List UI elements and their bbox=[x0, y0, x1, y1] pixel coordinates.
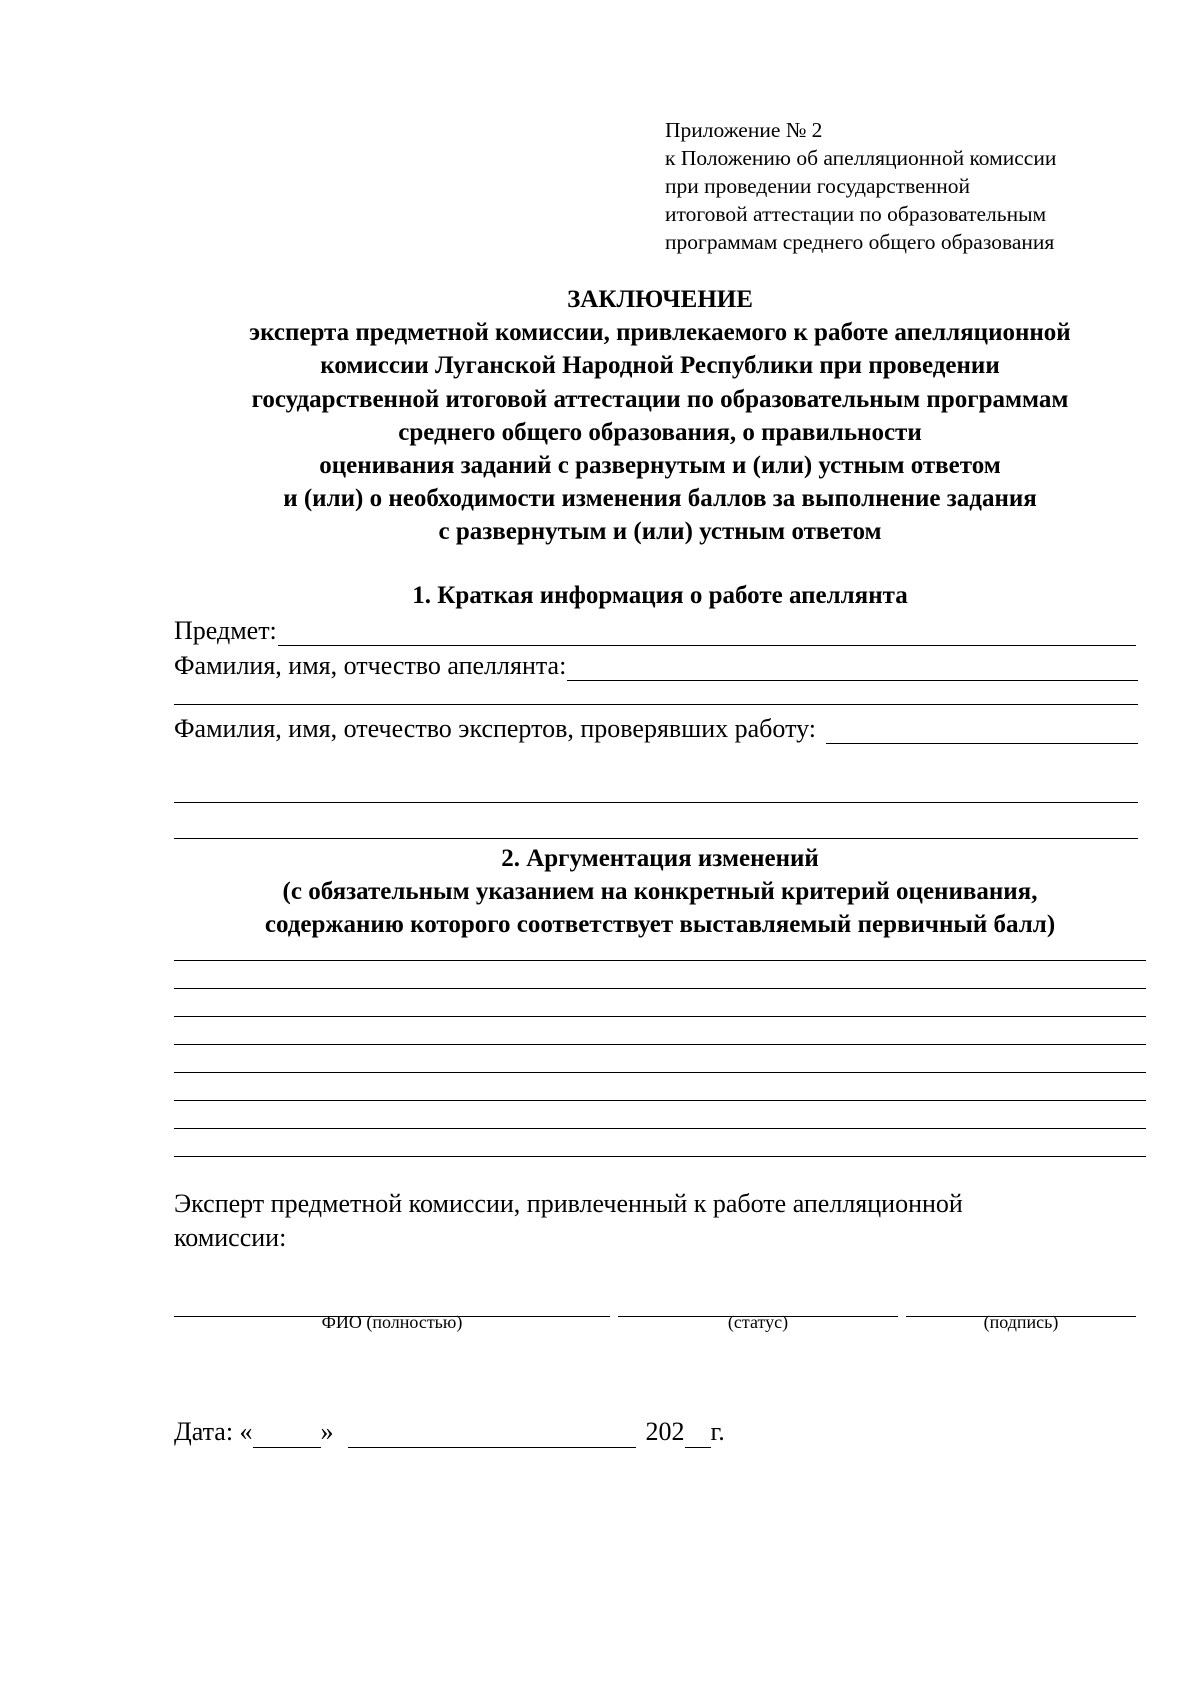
argument-line[interactable] bbox=[174, 1028, 1146, 1045]
appendix-line: к Положению об апелляционной комиссии bbox=[665, 146, 1057, 170]
title-line: среднего общего образования, о правильности bbox=[398, 418, 922, 446]
month-input-line[interactable] bbox=[348, 1423, 636, 1448]
title-line: и (или) о необходимости изменения баллов за выполнение задания bbox=[283, 485, 1037, 513]
year-suffix: г. bbox=[710, 1417, 725, 1446]
title-line: с развернутым и (или) устным ответом bbox=[438, 518, 882, 546]
argument-line[interactable] bbox=[174, 1112, 1146, 1129]
subject-field[interactable] bbox=[174, 616, 1136, 646]
year-input-line[interactable] bbox=[685, 1423, 711, 1448]
appellant-name-continuation-line[interactable] bbox=[174, 678, 1138, 705]
appellant-name-field[interactable] bbox=[174, 651, 1138, 681]
section2-heading bbox=[160, 842, 1160, 941]
appendix-line: программам среднего общего образования bbox=[665, 230, 1055, 254]
experts-name-label: Фамилия, имя, отечество экспертов, проверявших работу: bbox=[174, 714, 816, 743]
document-title bbox=[160, 283, 1160, 549]
title-line: эксперта предметной комиссии, привлекаемого к работе апелляционной bbox=[249, 319, 1071, 347]
appendix-line: итоговой аттестации по образовательным bbox=[665, 202, 1047, 226]
date-field bbox=[174, 1416, 725, 1448]
subject-label: Предмет: bbox=[174, 616, 277, 645]
appellant-name-label: Фамилия, имя, отчество апеллянта: bbox=[174, 651, 567, 680]
appendix-reference bbox=[665, 116, 1135, 256]
argument-line[interactable] bbox=[174, 1056, 1146, 1073]
status-caption: (статус) bbox=[727, 1312, 789, 1332]
appendix-line: Приложение № 2 bbox=[665, 118, 823, 142]
expert-statement: Эксперт предметной комиссии, привлеченный к работе апелляционной комиссии: bbox=[174, 1189, 963, 1252]
year-prefix: 202 bbox=[645, 1417, 685, 1446]
experts-name-input-line[interactable] bbox=[826, 719, 1138, 744]
argument-line[interactable] bbox=[174, 1084, 1146, 1101]
argument-line[interactable] bbox=[174, 1000, 1146, 1017]
sign-caption: (подпись) bbox=[983, 1312, 1059, 1332]
argument-line[interactable] bbox=[174, 972, 1146, 989]
section2-subtitle: (с обязательным указанием на конкретный критерий оценивания, bbox=[282, 878, 1038, 905]
appendix-line: при проведении государственной bbox=[665, 174, 971, 198]
argument-line[interactable] bbox=[174, 944, 1146, 961]
title-line: государственной итоговой аттестации по образовательным программам bbox=[251, 385, 1069, 413]
date-close-quote: » bbox=[320, 1417, 334, 1446]
date-label: Дата: « bbox=[174, 1417, 253, 1446]
title-line: комиссии Луганской Народной Республики при проведении bbox=[320, 352, 1000, 380]
section2-subtitle: содержанию которого соответствует выставляемый первичный балл) bbox=[264, 911, 1056, 938]
experts-name-continuation-line[interactable] bbox=[174, 818, 1138, 839]
section1-heading: 1. Краткая информация о работе апеллянта bbox=[412, 582, 908, 609]
argument-line[interactable] bbox=[174, 1140, 1146, 1157]
experts-name-field[interactable] bbox=[174, 714, 1138, 744]
section2-title: 2. Аргументация изменений bbox=[501, 845, 819, 872]
title-heading: ЗАКЛЮЧЕНИЕ bbox=[567, 286, 753, 313]
title-line: оценивания заданий с развернутым и (или) устным ответом bbox=[319, 452, 1001, 480]
experts-name-continuation-line[interactable] bbox=[174, 782, 1138, 803]
day-input-line[interactable] bbox=[253, 1423, 321, 1448]
subject-input-line[interactable] bbox=[278, 621, 1136, 646]
fio-caption: ФИО (полностью) bbox=[321, 1312, 463, 1332]
